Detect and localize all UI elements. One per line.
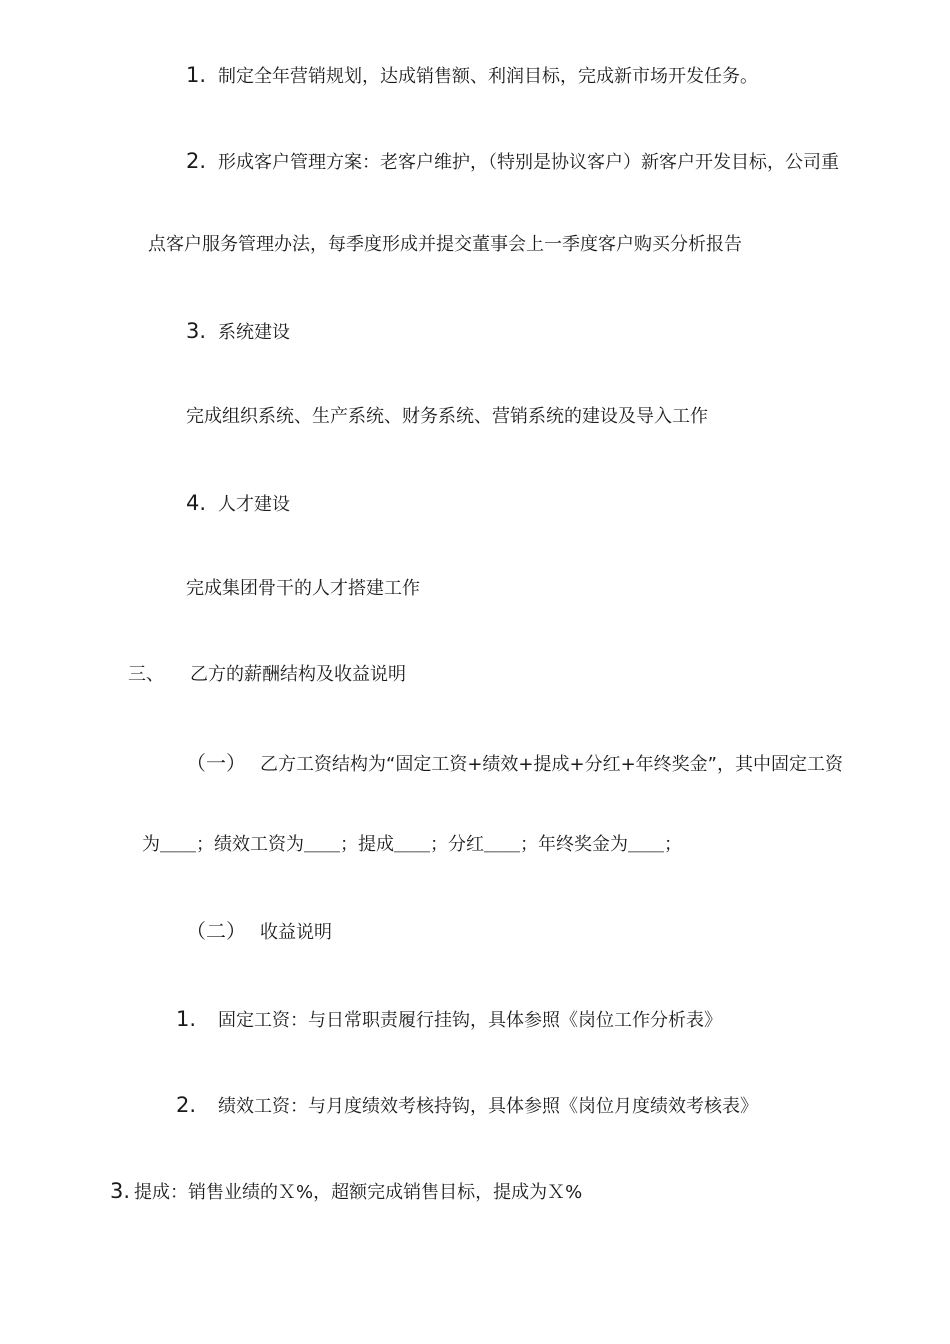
goal-item-4 xyxy=(186,490,290,518)
item-number: 2. xyxy=(176,1093,197,1117)
item-text: 人才建设 xyxy=(218,494,291,515)
subsection-text-continuation: 为＿＿；绩效工资为＿＿；提成＿＿；分红＿＿；年终奖金为＿＿； xyxy=(142,834,682,855)
subsection-text: 收益说明 xyxy=(260,922,332,943)
goal-item-3 xyxy=(186,318,290,346)
subsection-1-continuation xyxy=(142,832,682,858)
item-detail: 完成集团骨干的人才搭建工作 xyxy=(186,578,420,599)
item-text: 系统建设 xyxy=(218,322,291,343)
item-number: 3. xyxy=(110,1179,131,1203)
section-number: 三、 xyxy=(128,664,164,685)
income-item-3 xyxy=(110,1178,582,1206)
income-item-2 xyxy=(176,1092,758,1120)
item-number: 4. xyxy=(186,491,207,515)
item-text: 绩效工资：与月度绩效考核持钩，具体参照《岗位月度绩效考核表》 xyxy=(218,1096,759,1117)
subsection-2 xyxy=(186,918,332,946)
goal-item-1 xyxy=(186,62,758,90)
goal-item-3-detail xyxy=(186,404,708,430)
item-text: 提成：销售业绩的Ｘ%，超额完成销售目标，提成为Ｘ% xyxy=(134,1182,583,1203)
goal-item-4-detail xyxy=(186,576,420,602)
item-text: 形成客户管理方案：老客户维护，（特别是协议客户）新客户开发目标，公司重 xyxy=(218,152,840,173)
item-number: 2. xyxy=(186,149,207,173)
item-detail: 完成组织系统、生产系统、财务系统、营销系统的建设及导入工作 xyxy=(186,406,708,427)
goal-item-2 xyxy=(186,148,839,176)
section-title: 乙方的薪酬结构及收益说明 xyxy=(190,664,406,685)
goal-item-2-continuation xyxy=(148,232,742,258)
item-text: 制定全年营销规划，达成销售额、利润目标，完成新市场开发任务。 xyxy=(218,66,759,87)
item-number: 3. xyxy=(186,319,207,343)
item-number: 1. xyxy=(186,63,207,87)
item-text-continuation: 点客户服务管理办法，每季度形成并提交董事会上一季度客户购买分析报告 xyxy=(148,234,742,255)
subsection-number: （二） xyxy=(186,919,246,943)
item-text: 固定工资：与日常职责履行挂钩，具体参照《岗位工作分析表》 xyxy=(218,1010,723,1031)
item-number: 1. xyxy=(176,1007,197,1031)
section-3-heading xyxy=(128,662,406,688)
income-item-1 xyxy=(176,1006,722,1034)
subsection-text: 乙方工资结构为“固定工资+绩效+提成+分红+年终奖金”，其中固定工资 xyxy=(260,754,843,775)
subsection-number: （一） xyxy=(186,751,246,775)
subsection-1 xyxy=(186,750,843,778)
